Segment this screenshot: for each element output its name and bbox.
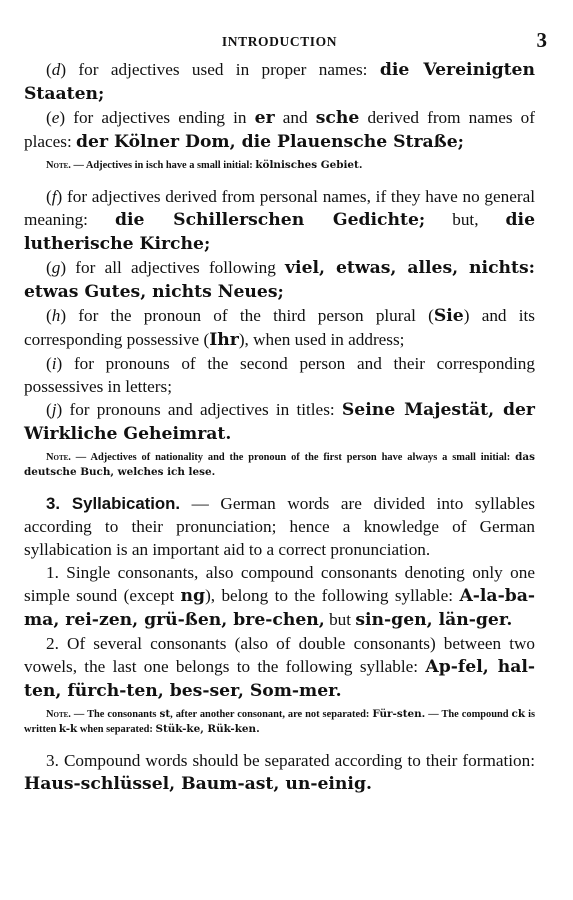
german-suffix: er (254, 108, 275, 128)
german-example: die lutherische Kirche; (24, 210, 536, 254)
german-example: Ihr (209, 330, 239, 350)
german-suffix: sche (315, 108, 360, 128)
german-example: Ap-fel, hal-ten, fürch-ten, bes-ser, Som-mer. (24, 657, 535, 701)
note-label: Note. (46, 709, 71, 720)
german-letters: ck (511, 708, 526, 720)
german-example: kölnisches Gebiet. (255, 159, 363, 171)
item-d: (d) for adjectives used in proper names: die Vereinigten Staaten; (24, 60, 535, 104)
item-letter: d (51, 60, 61, 79)
item-j: (j) for pronouns and adjectives in titles: Seine Majestät, der Wirkliche Geheimrat. (24, 400, 535, 444)
note-label: Note. (46, 160, 71, 171)
item-letter: h (51, 306, 61, 325)
german-example: die Vereinigten Staaten; (24, 60, 535, 104)
item-e: (e) for adjectives ending in er and sche derived from names of places: der Kölner Dom, die Plauensche Straße; (24, 108, 535, 152)
german-example: viel, etwas, alles, nichts: (285, 258, 535, 278)
item-g: (g) for all adjectives following viel, etwas, alles, nichts: etwas Gutes, nichts Neues; (24, 258, 535, 302)
rule-3: 3. Compound words should be separated according to their formation: Haus-schlüssel, Baum-ast, un-einig. (24, 751, 535, 794)
item-i: (i) for pronouns of the second person and their corresponding possessives in letters; (24, 354, 535, 396)
german-example: A-la-ba-ma, rei-zen, grü-ßen, bre-chen, (24, 586, 535, 630)
note-1: Note. — Adjectives in isch have a small initial: kölnisches Gebiet. (46, 159, 363, 171)
rule-2: 2. Of several consonants (also of double consonants) between two vowels, the last one belongs to the following syllable: Ap-fel, hal-ten, fürch-ten, bes-ser, Som-mer. (24, 634, 535, 701)
german-example: Stük-ke, Rük-ken. (155, 723, 260, 735)
german-example: etwas Gutes, nichts Neues; (24, 282, 284, 302)
rule-1: 1. Single consonants, also compound consonants denoting only one simple sound (except ng), belong to the following syllable: A-la-ba-ma, rei-zen, grü-ßen, bre-chen, but sin-gen, län-ger. (24, 563, 535, 630)
german-example: Haus-schlüssel, Baum-ast, un-einig. (24, 774, 372, 794)
item-letter: e (51, 108, 60, 127)
page-header (24, 28, 547, 58)
german-example: das deutsche Buch, welches ich lese. (24, 451, 535, 478)
german-letters: k-k (58, 723, 78, 735)
german-letters: ng (180, 586, 206, 606)
german-letters: st (159, 708, 171, 720)
note-3: Note. — The consonants st, after another consonant, are not separated: Für-sten. — The compound ck is written k-k when separated: Stük-ke, Rük-ken. (24, 708, 535, 735)
item-letter: j (51, 400, 57, 419)
note-2: Note. — Adjectives of nationality and the pronoun of the first person have always a small initial: das deutsche Buch, welches ich lese. (24, 451, 535, 478)
german-example: Für-sten. (372, 708, 426, 720)
german-example: der Kölner Dom, die Plauensche Straße; (76, 132, 464, 152)
running-head: INTRODUCTION (221, 34, 338, 49)
item-f: (f) for adjectives derived from personal names, if they have no general meaning: die Schillerschen Gedichte; but, die lutherische Kirche; (24, 187, 536, 254)
german-example: Seine Majestät, der Wirkliche Geheimrat. (24, 400, 535, 444)
german-example: sin-gen, län-ger. (355, 610, 513, 630)
item-letter: i (51, 354, 57, 373)
section-title: 3. Syllabication. (46, 494, 181, 513)
page-number: 3 (536, 28, 547, 52)
item-letter: g (51, 258, 61, 277)
german-example: die Schillerschen Gedichte; (114, 210, 426, 230)
german-example: Sie (433, 306, 464, 326)
page-body (24, 58, 535, 796)
note-label: Note. (46, 452, 71, 463)
section-3-intro: 3. Syllabication. — German words are divided into syllables according to their pronunciation; hence a knowledge of German syllabication is an important aid to a correct pronunciation. (24, 494, 535, 559)
item-letter: f (51, 187, 57, 206)
item-h: (h) for the pronoun of the third person plural (Sie) and its corresponding possessive (Ihr), when used in address; (24, 306, 535, 350)
